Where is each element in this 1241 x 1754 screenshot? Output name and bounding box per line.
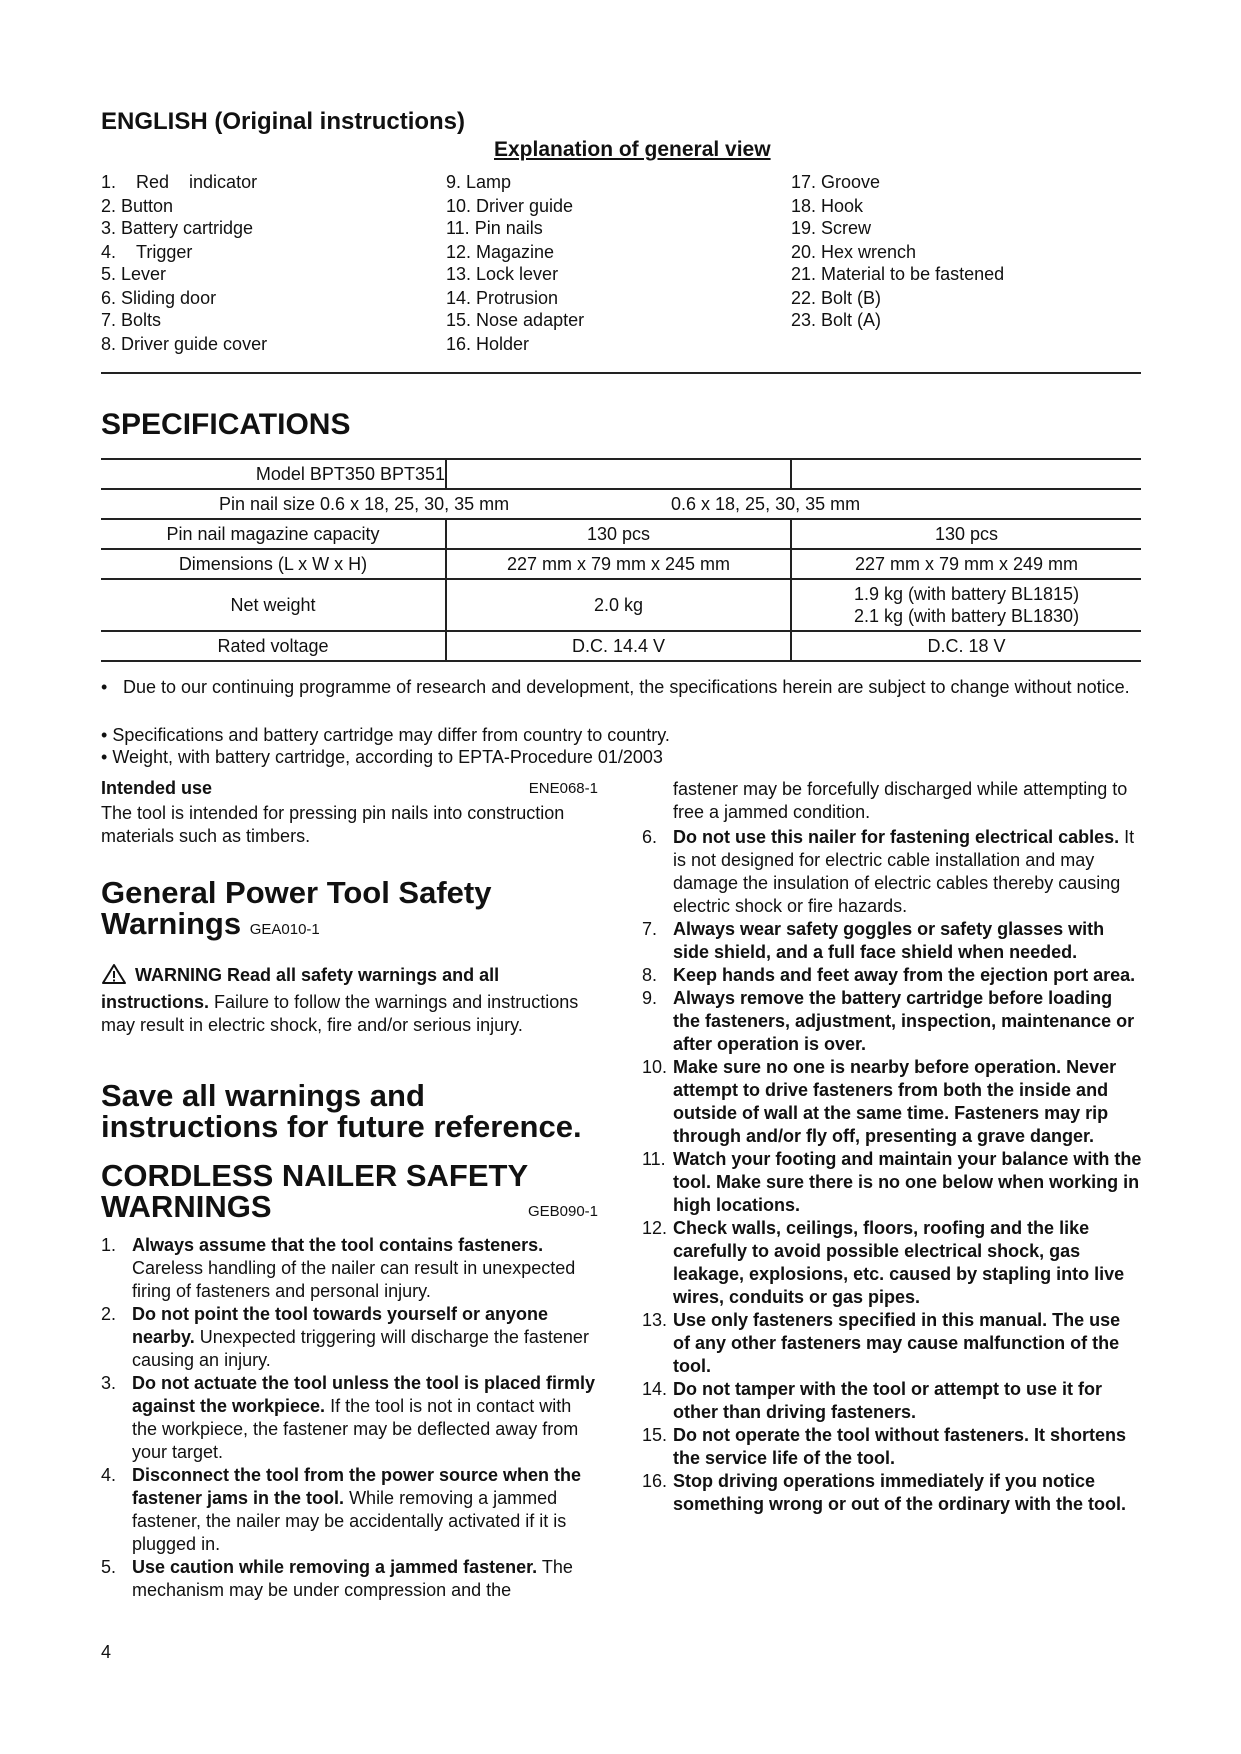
table-cell: D.C. 18 V xyxy=(791,631,1141,661)
item-number: 14. xyxy=(642,1379,668,1399)
item-bold: Do not use this nailer for fastening electrical cables. xyxy=(673,827,1120,847)
item-number: 13. xyxy=(642,1310,668,1330)
table-cell xyxy=(791,459,1141,489)
item-number: 4. xyxy=(101,1465,117,1485)
item-bold: Keep hands and feet away from the ejection port area. xyxy=(673,965,1136,985)
item-bold: Make sure no one is nearby before operation. Never attempt to drive fasteners from both the inside and outside of wall at the same time. Fasteners may rip through and/or fly off, presenting a grave danger. xyxy=(673,1057,1117,1146)
spec-note-text: Weight, with battery cartridge, according to EPTA-Procedure 01/2003 xyxy=(112,747,663,767)
gv-item: 5. Lever xyxy=(101,264,167,284)
weight-line: 2.1 kg (with battery BL1830) xyxy=(853,606,1080,626)
table-row xyxy=(101,459,1141,489)
specifications-title: SPECIFICATIONS xyxy=(101,408,351,441)
cordless-title-line2: WARNINGS xyxy=(101,1189,272,1224)
gv-item: 2. Button xyxy=(101,196,174,216)
gv-item: 13. Lock lever xyxy=(446,264,559,284)
item-bold: Always wear safety goggles or safety glasses with side shield, and a full face shield when needed. xyxy=(673,919,1105,962)
list-item xyxy=(642,918,1142,964)
item-bold: Check walls, ceilings, floors, roofing and the like carefully to avoid possible electrical shock, gas leakage, explosions, etc. caused by stapling into live wires, conduits or gas pipes. xyxy=(673,1218,1125,1307)
intended-use-text: The tool is intended for pressing pin nails into construction materials such as timbers. xyxy=(101,803,565,846)
item-bold: Do not tamper with the tool or attempt to use it for other than driving fasteners. xyxy=(673,1379,1102,1422)
general-safety-code: GEA010-1 xyxy=(249,921,320,938)
item-number: 2. xyxy=(101,1304,117,1324)
list-item xyxy=(642,1148,1142,1217)
table-cell: 130 pcs xyxy=(446,519,791,549)
item-number: 15. xyxy=(642,1425,668,1445)
spec-note: • Weight, with battery cartridge, according to EPTA-Procedure 01/2003 xyxy=(101,747,663,767)
item-number: 10. xyxy=(642,1057,668,1077)
general-safety-section xyxy=(101,877,598,1037)
table-cell: 0.6 x 18, 25, 30, 35 mm xyxy=(671,489,1021,519)
item-text: It is not designed for electric cable installation and may damage the insulation of electric cables thereby causing electric shock or fire hazards. xyxy=(673,827,1135,916)
item-number: 7. xyxy=(642,919,658,939)
general-view-title: Explanation of general view xyxy=(494,138,771,161)
gv-item: 3. Battery cartridge xyxy=(101,218,254,238)
save-heading-line2: instructions for future reference. xyxy=(101,1109,582,1144)
item-text: If the tool is not in contact with the workpiece, the fastener may be deflected away from your target. xyxy=(132,1396,579,1462)
table-cell: Net weight xyxy=(101,579,446,631)
item-bold: Do not actuate the tool unless the tool is placed firmly against the workpiece. xyxy=(132,1373,596,1416)
list-item xyxy=(642,964,1142,987)
item-number: 8. xyxy=(642,965,658,985)
gv-item: 4. Trigger xyxy=(101,242,193,262)
item-bold: Disconnect the tool from the power source when the fastener jams in the tool. xyxy=(132,1465,582,1508)
gv-item: 17. Groove xyxy=(791,172,881,192)
spec-note: • Due to our continuing programme of research and development, the specifications herein are subject to change without notice. xyxy=(101,676,1141,698)
item-bold: Do not operate the tool without fasteners. It shortens the service life of the tool. xyxy=(673,1425,1127,1468)
list-item xyxy=(101,1556,598,1602)
list-item xyxy=(101,1303,598,1372)
list-item xyxy=(642,1424,1142,1470)
cordless-code: GEB090-1 xyxy=(527,1203,598,1220)
gv-item: 9. Lamp xyxy=(446,172,512,192)
table-cell xyxy=(791,579,1141,631)
item-text: Careless handling of the nailer can result in unexpected firing of fasteners and personal injury. xyxy=(132,1258,576,1301)
item-number: 1. xyxy=(101,1235,117,1255)
item-text: While removing a jammed fastener, the nailer may be accidentally activated if it is plugged in. xyxy=(132,1488,567,1554)
table-cell: 130 pcs xyxy=(791,519,1141,549)
gv-item: 8. Driver guide cover xyxy=(101,334,268,354)
item-number: 11. xyxy=(642,1149,666,1169)
item-bold: Always remove the battery cartridge before loading the fasteners, adjustment, inspection, maintenance or after operation is over. xyxy=(673,988,1135,1054)
table-row xyxy=(101,519,1141,549)
list-item xyxy=(642,826,1142,918)
table-cell: D.C. 14.4 V xyxy=(446,631,791,661)
item-number: 12. xyxy=(642,1218,668,1238)
cordless-section xyxy=(101,1160,598,1602)
cordless-title: CORDLESS NAILER SAFETY xyxy=(101,1158,529,1193)
spec-note-text: Specifications and battery cartridge may differ from country to country. xyxy=(112,725,670,745)
gv-item: 21. Material to be fastened xyxy=(791,264,1005,284)
specifications-table xyxy=(101,458,1141,662)
save-heading-line1: Save all warnings and xyxy=(101,1078,425,1113)
table-cell xyxy=(446,459,791,489)
item-bold: Do not point the tool towards yourself or anyone nearby. xyxy=(132,1304,549,1347)
gv-item: 14. Protrusion xyxy=(446,288,559,308)
table-cell: 2.0 kg xyxy=(446,579,791,631)
warning-paragraph xyxy=(101,963,598,1037)
gv-item: 11. Pin nails xyxy=(446,218,543,238)
list-item xyxy=(101,1234,598,1303)
table-cell: 227 mm x 79 mm x 249 mm xyxy=(791,549,1141,579)
continuation-text xyxy=(642,778,1142,824)
gv-item: 10. Driver guide xyxy=(446,196,574,216)
section-divider xyxy=(101,372,1141,374)
language-heading: ENGLISH (Original instructions) xyxy=(101,108,466,135)
warning-triangle-icon xyxy=(101,963,127,991)
table-row xyxy=(101,549,1141,579)
spec-note: • Specifications and battery cartridge may differ from country to country. xyxy=(101,725,670,745)
intended-use-code: ENE068-1 xyxy=(528,780,598,797)
gv-item: 22. Bolt (B) xyxy=(791,288,882,308)
item-bold: Use caution while removing a jammed fastener. xyxy=(132,1557,538,1577)
spec-note-text: Due to our continuing programme of research and development, the specifications herein are subject to change without notice. xyxy=(123,677,1130,697)
weight-line: 1.9 kg (with battery BL1815) xyxy=(853,584,1080,604)
item-number: 6. xyxy=(642,827,658,847)
list-item xyxy=(101,1464,598,1556)
table-cell: Rated voltage xyxy=(101,631,446,661)
general-safety-title: General Power Tool Safety xyxy=(101,875,492,910)
warning-text: Failure to follow the warnings and instructions may result in electric shock, fire and/or serious injury. xyxy=(101,992,579,1035)
list-item xyxy=(642,1217,1142,1309)
list-item xyxy=(642,1470,1142,1516)
gv-item: 1. Red indicator xyxy=(101,172,258,192)
gv-item: 12. Magazine xyxy=(446,242,555,262)
item-bold: Stop driving operations immediately if you notice something wrong or out of the ordinary with the tool. xyxy=(673,1471,1126,1514)
item-number: 16. xyxy=(642,1471,668,1491)
gv-item: 19. Screw xyxy=(791,218,872,238)
item-bold: Always assume that the tool contains fasteners. xyxy=(132,1235,544,1255)
table-cell: Pin nail magazine capacity xyxy=(101,519,446,549)
item-bold: Watch your footing and maintain your balance with the tool. Make sure there is no one below when working in high locations. xyxy=(673,1149,1142,1215)
table-cell: 227 mm x 79 mm x 245 mm xyxy=(446,549,791,579)
general-safety-title-line2: Warnings xyxy=(101,906,242,941)
intended-use-title: Intended use xyxy=(101,778,213,798)
page-number: 4 xyxy=(101,1642,112,1662)
gv-item: 23. Bolt (A) xyxy=(791,310,882,330)
item-number: 5. xyxy=(101,1557,117,1577)
gv-item: 6. Sliding door xyxy=(101,288,217,308)
list-item xyxy=(642,1309,1142,1378)
warning-list-left xyxy=(101,1234,598,1602)
item-text: The mechanism may be under compression and the xyxy=(132,1557,573,1600)
gv-item: 7. Bolts xyxy=(101,310,162,330)
list-item xyxy=(101,1372,598,1464)
list-item xyxy=(642,1056,1142,1148)
table-row xyxy=(101,489,1141,519)
save-heading xyxy=(101,1080,621,1142)
gv-item: 18. Hook xyxy=(791,196,864,216)
table-cell: Pin nail size 0.6 x 18, 25, 30, 35 mm xyxy=(101,489,791,519)
item-number: 3. xyxy=(101,1373,117,1393)
list-item xyxy=(642,1378,1142,1424)
item-text: fastener may be forcefully discharged while attempting to free a jammed condition. xyxy=(673,779,1128,822)
gv-item: 16. Holder xyxy=(446,334,530,354)
item-text: Unexpected triggering will discharge the fastener causing an injury. xyxy=(132,1327,589,1370)
table-cell: Dimensions (L x W x H) xyxy=(101,549,446,579)
intended-use-section xyxy=(101,778,598,848)
gv-item: 20. Hex wrench xyxy=(791,242,917,262)
warning-list-right xyxy=(642,778,1142,1516)
table-cell: Model BPT350 BPT351 xyxy=(101,459,446,489)
list-item xyxy=(642,987,1142,1056)
item-bold: Use only fasteners specified in this manual. The use of any other fasteners may cause malfunction of the tool. xyxy=(673,1310,1121,1376)
item-number: 9. xyxy=(642,988,658,1008)
table-row xyxy=(101,579,1141,631)
warning-bold: WARNING Read all safety warnings and all instructions. xyxy=(101,965,500,1012)
table-row xyxy=(101,631,1141,661)
gv-item: 15. Nose adapter xyxy=(446,310,585,330)
